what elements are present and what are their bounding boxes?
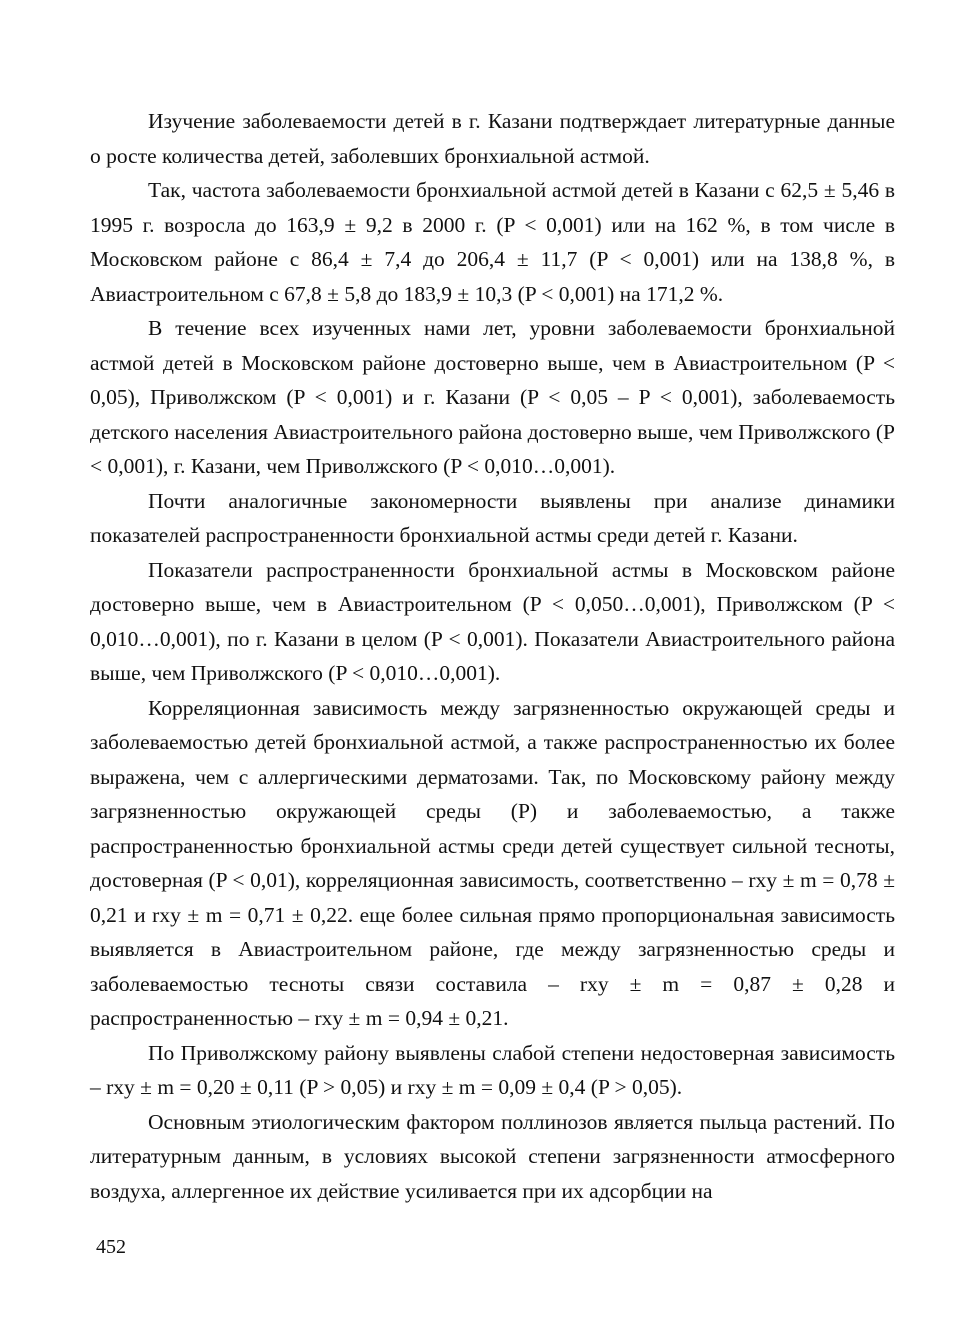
paragraph: Основным этиологическим фактором поллинозов является пыльца растений. По литературным данным, в условиях высокой степени загрязненности атмосферного воздуха, аллергенное их действие усиливается при их адсорбции на — [90, 1109, 895, 1203]
paragraph: Почти аналогичные закономерности выявлены при анализе динамики показателей распространенности бронхиальной астмы среди детей г. Казани. — [90, 488, 895, 547]
paragraph: По Приволжскому району выявлены слабой степени недостоверная зависимость – rxy ± m = 0,20 ± 0,11 (P > 0,05) и rxy ± m = 0,09 ± 0,4 (P > 0,05). — [90, 1040, 895, 1099]
paragraph: Корреляционная зависимость между загрязненностью окружающей среды и заболеваемостью детей бронхиальной астмой, а также распространенностью их более выражена, чем с аллергическими дерматозами. Так, по Московскому району между загрязненностью окружающей среды (P) и заболеваемостью, а также распространенностью бронхиальной астмы среди детей существует сильной тесноты, достоверная (P < 0,01), корреляционная зависимость, соответственно – rxy ± m = 0,78 ± 0,21 и rxy ± m = 0,71 ± 0,22. еще более сильная прямо пропорциональная зависимость выявляется в Авиастроительном районе, где между загрязненностью среды и заболеваемостью тесноты связи составила – rxy ± m = 0,87 ± 0,28 и распространенностью – rxy ± m = 0,94 ± 0,21. — [90, 695, 895, 1030]
paragraph: Показатели распространенности бронхиальной астмы в Московском районе достоверно выше, чем в Авиастроительном (P < 0,050…0,001), Приволжском (P < 0,010…0,001), по г. Казани в целом (P < 0,001). Показатели Авиастроительного района выше, чем Приволжского (P < 0,010…0,001). — [90, 557, 895, 685]
page-body — [90, 104, 895, 1208]
paragraph: Так, частота заболеваемости бронхиальной астмой детей в Казани с 62,5 ± 5,46 в 1995 г. возросла до 163,9 ± 9,2 в 2000 г. (P < 0,001) или на 162 %, в том числе в Московском районе с 86,4 ± 7,4 до 206,4 ± 11,7 (P < 0,001) или на 138,8 %, в Авиастроительном с 67,8 ± 5,8 до 183,9 ± 10,3 (P < 0,001) на 171,2 %. — [90, 178, 895, 306]
paragraph: Изучение заболеваемости детей в г. Казани подтверждает литературные данные о росте количества детей, заболевших бронхиальной астмой. — [90, 109, 895, 168]
paragraph: В течение всех изученных нами лет, уровни заболеваемости бронхиальной астмой детей в Московском районе достоверно выше, чем в Авиастроительном (P < 0,05), Приволжском (P < 0,001) и г. Казани (P < 0,05 – P < 0,001), заболеваемость детского населения Авиастроительного района достоверно выше, чем Приволжского (P < 0,001), г. Казани, чем Приволжского (P < 0,010…0,001). — [90, 316, 895, 478]
page-number: 452 — [96, 1236, 126, 1258]
